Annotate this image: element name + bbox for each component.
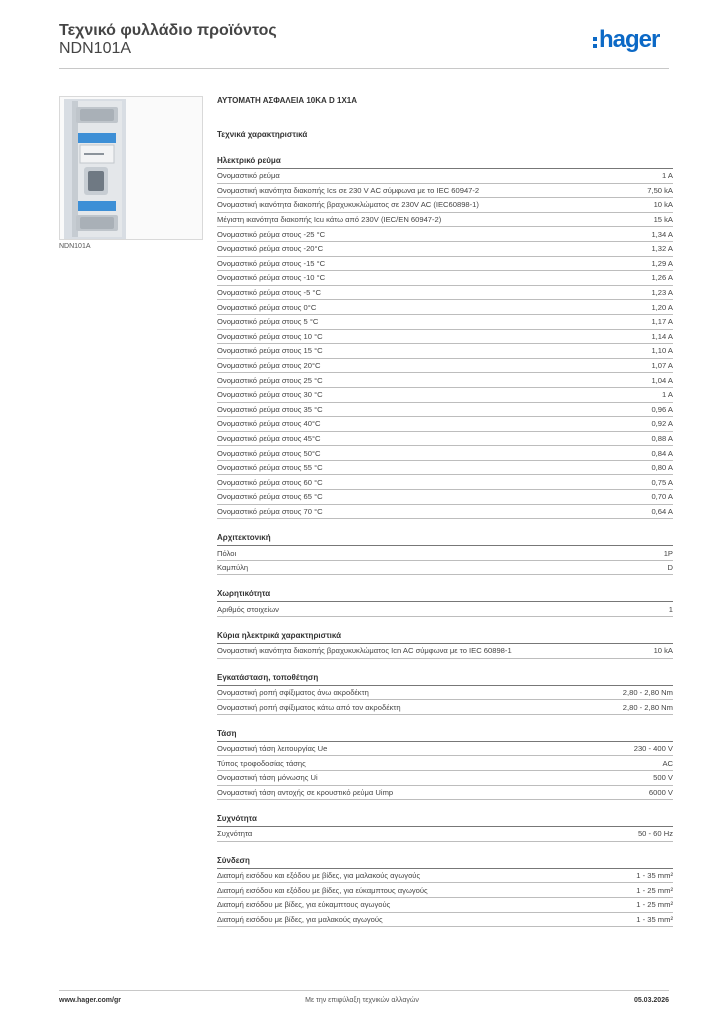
- spec-value: 1,26 A: [651, 273, 673, 283]
- spec-row: [217, 330, 673, 345]
- spec-value: 2,80 - 2,80 Nm: [622, 687, 673, 697]
- header-divider: [59, 68, 669, 69]
- spec-row: [217, 742, 673, 757]
- spec-label: Συχνότητα: [217, 829, 253, 839]
- spec-value: 50 - 60 Hz: [637, 829, 673, 839]
- spec-value: 0,88 A: [651, 433, 673, 443]
- spec-row: [217, 373, 673, 388]
- spec-value: 1 A: [662, 390, 673, 400]
- spec-value: 0,84 A: [651, 448, 673, 458]
- spec-row: [217, 644, 673, 659]
- spec-row: [217, 561, 673, 576]
- spec-row: [217, 505, 673, 520]
- group-title: Αρχιτεκτονική: [217, 533, 673, 546]
- spec-value: 10 kA: [653, 200, 673, 210]
- circuit-breaker-icon: [60, 97, 202, 239]
- spec-table: [217, 96, 673, 941]
- spec-value: 1: [668, 604, 673, 614]
- spec-label: Ονομαστικό ρεύμα: [217, 171, 280, 181]
- spec-label: Ονομαστική τάση μόνωσης Ui: [217, 773, 318, 783]
- spec-row: [217, 184, 673, 199]
- spec-row: [217, 446, 673, 461]
- spec-row: [217, 756, 673, 771]
- spec-value: 10 kA: [653, 646, 673, 656]
- spec-value: 1,23 A: [651, 288, 673, 298]
- spec-value: 1,14 A: [651, 331, 673, 341]
- spec-row: [217, 771, 673, 786]
- spec-value: 1,20 A: [651, 302, 673, 312]
- spec-row: [217, 403, 673, 418]
- spec-value: 1 A: [662, 171, 673, 181]
- spec-label: Ονομαστικό ρεύμα στους 70 °C: [217, 506, 323, 516]
- group-title: Συχνότητα: [217, 814, 673, 827]
- spec-label: Ονομαστική ροπή σφίξιματος άνω ακροδέκτη: [217, 687, 369, 697]
- spec-row: [217, 344, 673, 359]
- spec-label: Ονομαστικό ρεύμα στους 50°C: [217, 448, 321, 458]
- logo-text: hager: [599, 26, 660, 53]
- spec-label: Καμπύλη: [217, 563, 249, 573]
- product-image: [59, 96, 203, 240]
- spec-label: Ονομαστική ροπή σφίξιματος κάτω από τον ακροδέκτη: [217, 702, 401, 712]
- spec-value: D: [667, 563, 673, 573]
- spec-row: [217, 271, 673, 286]
- spec-row: [217, 827, 673, 842]
- spec-row: [217, 602, 673, 617]
- spec-value: 0,64 A: [651, 506, 673, 516]
- spec-label: Ονομαστικό ρεύμα στους -5 °C: [217, 288, 321, 298]
- spec-row: [217, 257, 673, 272]
- spec-value: 1,07 A: [651, 361, 673, 371]
- spec-row: [217, 700, 673, 715]
- group-title: Ηλεκτρικό ρεύμα: [217, 156, 673, 169]
- spec-value: 0,96 A: [651, 404, 673, 414]
- group-title: Τάση: [217, 729, 673, 742]
- spec-label: Ονομαστική ικανότητα διακοπής Ics σε 230 V AC σύμφωνα με το IEC 60947-2: [217, 185, 480, 195]
- spec-label: Ονομαστικό ρεύμα στους -15 °C: [217, 258, 326, 268]
- spec-value: 1,32 A: [651, 244, 673, 254]
- spec-value: 1 - 35 mm²: [636, 871, 673, 881]
- spec-groups: [217, 156, 673, 927]
- spec-label: Ονομαστικό ρεύμα στους 45°C: [217, 433, 321, 443]
- spec-label: Ονομαστικό ρεύμα στους 5 °C: [217, 317, 319, 327]
- spec-value: 500 V: [653, 773, 673, 783]
- group-title: Σύνδεση: [217, 856, 673, 869]
- spec-label: Ονομαστικό ρεύμα στους 25 °C: [217, 375, 323, 385]
- spec-group: [217, 156, 673, 519]
- spec-label: Ονομαστικό ρεύμα στους -20°C: [217, 244, 324, 254]
- spec-value: 7,50 kA: [647, 185, 673, 195]
- spec-value: 1 - 25 mm²: [636, 900, 673, 910]
- spec-row: [217, 475, 673, 490]
- spec-label: Ονομαστική τάση αντοχής σε κρουστικό ρεύμα Uimp: [217, 787, 394, 797]
- group-title: Κύρια ηλεκτρικά χαρακτηριστικά: [217, 631, 673, 644]
- spec-row: [217, 883, 673, 898]
- spec-label: Ονομαστική ικανότητα διακοπής βραχυκυκλώματος Icn AC σύμφωνα με το IEC 60898-1: [217, 646, 512, 656]
- spec-value: 230 - 400 V: [633, 744, 673, 754]
- spec-row: [217, 869, 673, 884]
- spec-value: 1,34 A: [651, 229, 673, 239]
- spec-value: AC: [662, 758, 673, 768]
- spec-row: [217, 898, 673, 913]
- document-title: Τεχνικό φυλλάδιο προϊόντος: [59, 22, 277, 39]
- hager-logo: [593, 27, 659, 53]
- spec-value: 1,04 A: [651, 375, 673, 385]
- spec-value: 1 - 35 mm²: [636, 914, 673, 924]
- spec-label: Ονομαστικό ρεύμα στους 55 °C: [217, 463, 323, 473]
- spec-label: Ονομαστικό ρεύμα στους 60 °C: [217, 477, 323, 487]
- spec-row: [217, 546, 673, 561]
- spec-label: Ονομαστική ικανότητα διακοπής βραχυκυκλώματος σε 230V AC (IEC60898-1): [217, 200, 479, 210]
- spec-value: 0,75 A: [651, 477, 673, 487]
- footer-divider: [59, 990, 669, 991]
- spec-row: [217, 490, 673, 505]
- spec-value: 15 kA: [653, 215, 673, 225]
- spec-label: Ονομαστικό ρεύμα στους -25 °C: [217, 229, 326, 239]
- spec-row: [217, 461, 673, 476]
- spec-group: [217, 856, 673, 927]
- spec-row: [217, 686, 673, 701]
- spec-row: [217, 227, 673, 242]
- spec-value: 0,92 A: [651, 419, 673, 429]
- spec-label: Τύπος τροφοδοσίας τάσης: [217, 758, 306, 768]
- spec-label: Ονομαστικό ρεύμα στους 10 °C: [217, 331, 323, 341]
- spec-row: [217, 359, 673, 374]
- spec-row: [217, 286, 673, 301]
- spec-row: [217, 417, 673, 432]
- spec-value: 0,80 A: [651, 463, 673, 473]
- spec-group: [217, 673, 673, 715]
- spec-label: Πόλοι: [217, 548, 237, 558]
- spec-value: 1P: [663, 548, 673, 558]
- spec-row: [217, 786, 673, 801]
- spec-value: 1,17 A: [651, 317, 673, 327]
- image-caption: NDN101A: [59, 243, 91, 250]
- spec-label: Μέγιστη ικανότητα διακοπής Icu κάτω από 230V (IEC/EN 60947-2): [217, 215, 442, 225]
- spec-row: [217, 315, 673, 330]
- spec-label: Διατομή εισόδου με βίδες, για μαλακούς αγωγούς: [217, 914, 383, 924]
- spec-value: 0,70 A: [651, 492, 673, 502]
- spec-label: Ονομαστικό ρεύμα στους 35 °C: [217, 404, 323, 414]
- spec-group: [217, 533, 673, 575]
- spec-label: Ονομαστικό ρεύμα στους 15 °C: [217, 346, 323, 356]
- spec-group: [217, 589, 673, 617]
- spec-label: Διατομή εισόδου και εξόδου με βίδες, για μαλακούς αγωγούς: [217, 871, 421, 881]
- footer-date: 05.03.2026: [633, 997, 669, 1004]
- spec-value: 2,80 - 2,80 Nm: [622, 702, 673, 712]
- product-name: ΑΥΤΟΜΑΤΗ ΑΣΦΑΛΕΙΑ 10ΚΑ D 1Χ1Α: [217, 96, 358, 105]
- group-title: Χωρητικότητα: [217, 589, 673, 602]
- spec-label: Ονομαστικό ρεύμα στους 40°C: [217, 419, 321, 429]
- spec-label: Ονομαστικό ρεύμα στους 20°C: [217, 361, 321, 371]
- spec-row: [217, 432, 673, 447]
- spec-label: Ονομαστικό ρεύμα στους 0°C: [217, 302, 317, 312]
- group-title: Εγκατάσταση, τοποθέτηση: [217, 673, 673, 686]
- spec-row: [217, 300, 673, 315]
- spec-value: 1,10 A: [651, 346, 673, 356]
- spec-row: [217, 198, 673, 213]
- spec-row: [217, 388, 673, 403]
- spec-group: [217, 814, 673, 842]
- spec-value: 1 - 25 mm²: [636, 885, 673, 895]
- spec-label: Διατομή εισόδου με βίδες, για εύκαμπτους αγωγούς: [217, 900, 391, 910]
- spec-row: [217, 213, 673, 228]
- section-heading: Τεχνικά χαρακτηριστικά: [217, 130, 308, 139]
- footer-website: www.hager.com/gr: [59, 997, 121, 1004]
- logo-mark-icon: [593, 37, 597, 48]
- spec-group: [217, 729, 673, 800]
- spec-label: Ονομαστική τάση λειτουργίας Ue: [217, 744, 328, 754]
- spec-row: [217, 913, 673, 928]
- spec-label: Διατομή εισόδου και εξόδου με βίδες, για εύκαμπτους αγωγούς: [217, 885, 428, 895]
- spec-value: 6000 V: [648, 787, 673, 797]
- spec-label: Αριθμός στοιχείων: [217, 604, 279, 614]
- spec-label: Ονομαστικό ρεύμα στους 30 °C: [217, 390, 323, 400]
- spec-row: [217, 242, 673, 257]
- spec-group: [217, 631, 673, 659]
- spec-value: 1,29 A: [651, 258, 673, 268]
- spec-row: [217, 169, 673, 184]
- footer-notice: Με την επιφύλαξη τεχνικών αλλαγών: [305, 997, 419, 1004]
- product-code: NDN101A: [59, 40, 132, 57]
- spec-label: Ονομαστικό ρεύμα στους 65 °C: [217, 492, 323, 502]
- spec-label: Ονομαστικό ρεύμα στους -10 °C: [217, 273, 326, 283]
